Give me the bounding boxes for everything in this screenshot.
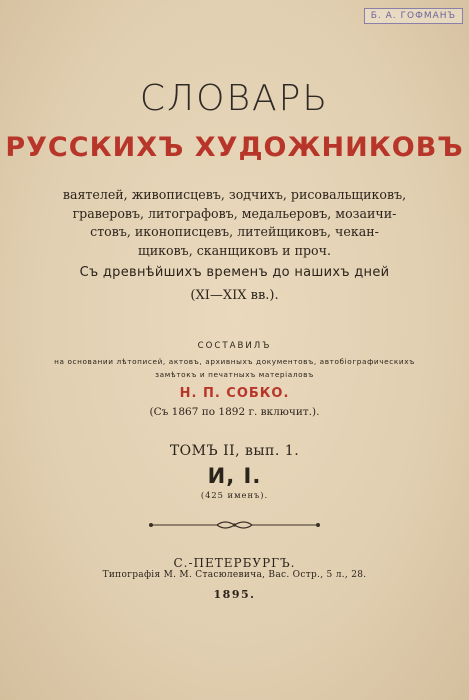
title-russian-artists: РУССКИХЪ ХУДОЖНИКОВЪ bbox=[5, 132, 464, 163]
author-dates: (Съ 1867 по 1892 г. включит.). bbox=[149, 406, 320, 418]
author-name: Н. П. СОБКО. bbox=[179, 386, 290, 401]
basis-block bbox=[0, 355, 469, 381]
owner-stamp: Б. А. ГОФМАНЪ bbox=[364, 8, 463, 24]
compiled-by: СОСТАВИЛЪ bbox=[197, 341, 272, 351]
ornament-divider bbox=[147, 518, 322, 532]
basis-line: замѣтокъ и печатныхъ матерiаловъ bbox=[155, 370, 314, 379]
title-slovar: СЛОВАРЬ bbox=[139, 78, 330, 119]
subtitle-line: щиковъ, сканщиковъ и проч. bbox=[138, 242, 331, 258]
subtitle-line: граверовъ, литографовъ, медальеровъ, мозаичи- bbox=[72, 205, 397, 221]
names-count: (425 именъ). bbox=[200, 490, 269, 500]
printing-house: Типографiя М. М. Стасюлевича, Вас. Остр., 5 л., 28. bbox=[102, 570, 367, 580]
publication-year: 1895. bbox=[213, 588, 256, 601]
subtitle-line: стовъ, иконописцевъ, литейщиковъ, чекан- bbox=[90, 224, 379, 239]
era-range: (XI—XIX вв.). bbox=[190, 288, 279, 303]
basis-line: на основании лѣтописей, актовъ, архивныхъ документовъ, автобiографическихъ bbox=[54, 357, 415, 366]
subtitle-line: ваятелей, живописцевъ, зодчихъ, рисовальщиковъ, bbox=[62, 187, 407, 202]
era-text: Съ древнѣйшихъ временъ до нашихъ дней bbox=[79, 265, 390, 280]
volume-label: ТОМЪ II, вып. 1. bbox=[169, 443, 300, 459]
volume-letters: И, I. bbox=[207, 464, 262, 488]
publication-city: С.-ПЕТЕРБУРГЪ. bbox=[173, 556, 296, 570]
subtitle-block bbox=[0, 186, 469, 260]
